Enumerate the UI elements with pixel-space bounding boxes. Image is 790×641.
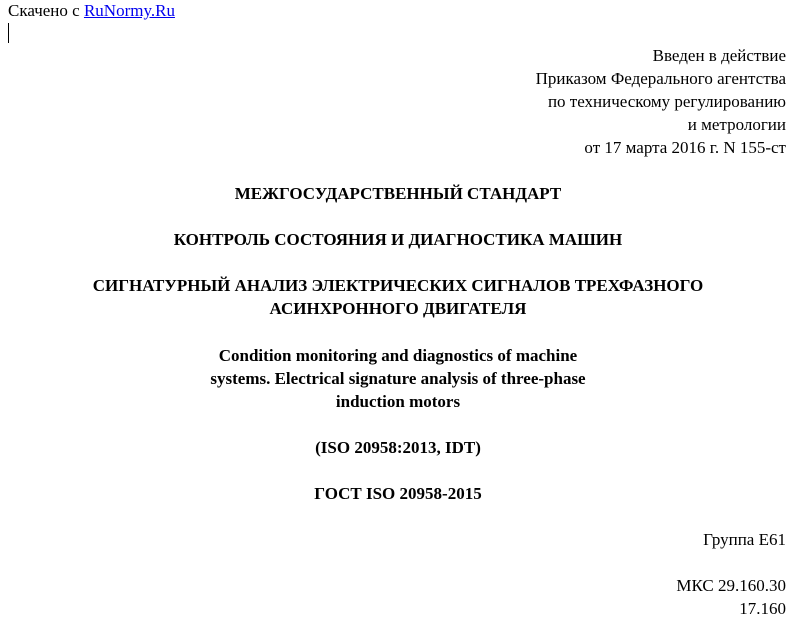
english-title-line: Condition monitoring and diagnostics of machine — [218, 346, 578, 365]
approval-block — [536, 44, 786, 159]
standard-category — [0, 182, 790, 205]
russian-title — [0, 274, 790, 320]
text-cursor — [8, 23, 9, 43]
standard-category-text: МЕЖГОСУДАРСТВЕННЫЙ СТАНДАРТ — [234, 184, 562, 203]
standard-designation — [0, 482, 790, 505]
download-prefix: Скачено с — [8, 1, 80, 20]
english-title-line: induction motors — [335, 392, 461, 411]
group-code: Группа Е61 — [703, 530, 786, 549]
series-title — [0, 228, 790, 251]
group-classification — [703, 528, 786, 551]
standard-designation-text: ГОСТ ISO 20958-2015 — [314, 484, 482, 503]
approval-line: Приказом Федерального агентства — [535, 69, 786, 88]
approval-line: Введен в действие — [652, 46, 786, 65]
series-title-text: КОНТРОЛЬ СОСТОЯНИЯ И ДИАГНОСТИКА МАШИН — [173, 230, 623, 249]
download-source-line — [8, 0, 175, 22]
iso-reference — [0, 436, 790, 459]
mks-code: 17.160 — [739, 599, 786, 618]
russian-title-line: АСИНХРОННОГО ДВИГАТЕЛЯ — [269, 299, 527, 318]
mks-code: МКС 29.160.30 — [676, 576, 786, 595]
site-link[interactable]: RuNormy.Ru — [83, 1, 175, 20]
approval-line: и метрологии — [687, 115, 786, 134]
russian-title-line: СИГНАТУРНЫЙ АНАЛИЗ ЭЛЕКТРИЧЕСКИХ СИГНАЛОВ ТРЕХФАЗНОГО — [92, 276, 704, 295]
approval-line: по техническому регулированию — [547, 92, 786, 111]
mks-classification — [676, 574, 786, 620]
english-title-line: systems. Electrical signature analysis of three-phase — [210, 369, 586, 388]
english-title — [0, 344, 790, 413]
iso-reference-text: (ISO 20958:2013, IDT) — [315, 438, 481, 457]
approval-line: от 17 марта 2016 г. N 155-ст — [584, 138, 786, 157]
